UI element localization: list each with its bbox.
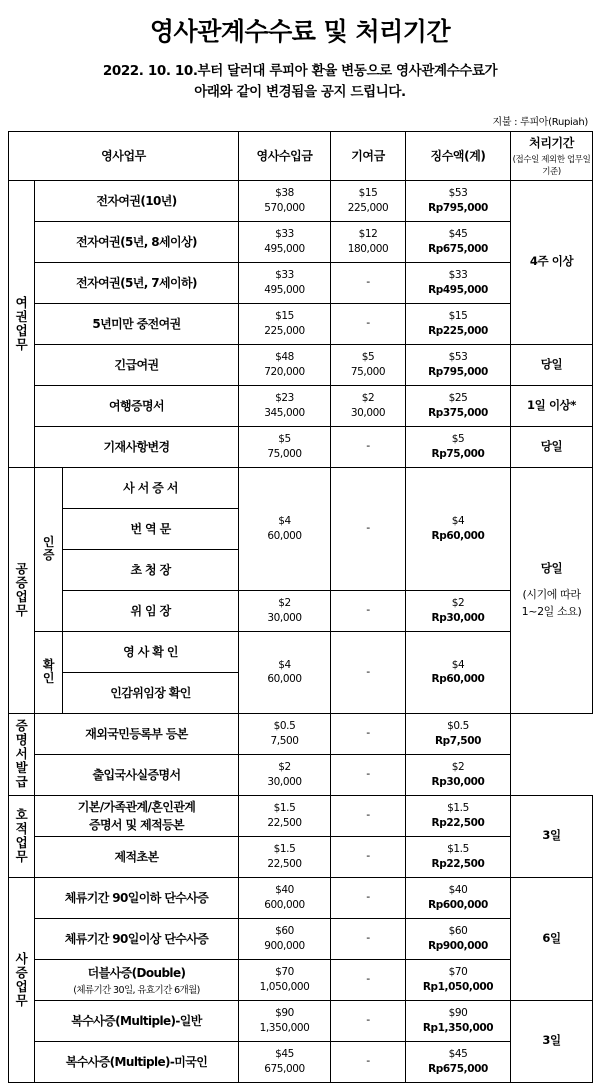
- row-label: 기재사항변경: [35, 426, 239, 467]
- cell-period: 3일: [511, 795, 593, 877]
- table-row: [9, 713, 593, 754]
- cell-period: 당일: [511, 426, 593, 467]
- cell-contribution: -: [331, 713, 406, 754]
- cell-contribution: -: [331, 1000, 406, 1041]
- table-row: [9, 590, 593, 631]
- row-label: 복수사증(Multiple)-미국인: [35, 1041, 239, 1082]
- cell-fee: $2 30,000: [239, 590, 331, 631]
- cell-period: 4주 이상: [511, 180, 593, 344]
- cell-contribution: $5 75,000: [331, 344, 406, 385]
- table-row: [9, 631, 593, 672]
- table-row: [9, 344, 593, 385]
- row-label-note: (체류기간 30일, 유효기간 6개월): [73, 984, 200, 996]
- cell-fee: $4 60,000: [239, 467, 331, 590]
- header-fee: 영사수입금: [239, 131, 331, 180]
- row-label: 5년미만 중전여권: [35, 303, 239, 344]
- cell-contribution: -: [331, 631, 406, 713]
- cell-total: $90 Rp1,350,000: [406, 1000, 511, 1041]
- cell-contribution: -: [331, 467, 406, 590]
- row-label: 체류기간 90일이하 단수사증: [35, 877, 239, 918]
- cell-contribution: -: [331, 836, 406, 877]
- cell-fee: $5 75,000: [239, 426, 331, 467]
- table-row: [9, 754, 593, 795]
- subtitle-line-2: 아래와 같이 변경됨을 공지 드립니다.: [194, 83, 406, 100]
- table-row: [9, 180, 593, 221]
- table-row: [9, 221, 593, 262]
- cell-total: $15 Rp225,000: [406, 303, 511, 344]
- table-row: [9, 1000, 593, 1041]
- page-subtitle: [30, 61, 570, 103]
- cell-fee: $23 345,000: [239, 385, 331, 426]
- cell-contribution: -: [331, 959, 406, 1000]
- cell-contribution: -: [331, 303, 406, 344]
- period-note-2: 1~2일 소요): [521, 604, 582, 618]
- subtitle-line-1: 2022. 10. 10.부터 달러대 루피아 환율 변동으로 영사관계수수료가: [102, 62, 498, 79]
- group-label-certificates: 증 명 서 발 급: [9, 713, 35, 795]
- cell-fee: $4 60,000: [239, 631, 331, 713]
- row-label: [35, 959, 239, 1000]
- cell-fee: $70 1,050,000: [239, 959, 331, 1000]
- row-label: 영 사 확 인: [63, 631, 239, 672]
- table-row: [9, 877, 593, 918]
- table-header-row: [9, 131, 593, 180]
- row-label: 출입국사실증명서: [35, 754, 239, 795]
- row-label: 인감위임장 확인: [63, 672, 239, 713]
- row-label: 재외국민등록부 등본: [35, 713, 239, 754]
- table-row: [9, 1041, 593, 1082]
- period-note-1: (시기에 따라: [522, 588, 581, 602]
- cell-fee: $45 675,000: [239, 1041, 331, 1082]
- cell-fee: $60 900,000: [239, 918, 331, 959]
- row-label-main: 더블사증(Double): [87, 965, 186, 980]
- table-row: [9, 426, 593, 467]
- cell-contribution: -: [331, 795, 406, 836]
- cell-total: $1.5 Rp22,500: [406, 836, 511, 877]
- row-label: 전자여권(10년): [35, 180, 239, 221]
- period-main: 당일: [540, 560, 563, 575]
- group-label-notary: 공 증 업 무: [9, 467, 35, 713]
- fee-table: [8, 131, 593, 1083]
- cell-contribution: -: [331, 590, 406, 631]
- group-label-passport: 여 권 업 무: [9, 180, 35, 467]
- header-period-label: 처리기간: [529, 136, 574, 151]
- cell-fee: $33 495,000: [239, 221, 331, 262]
- cell-total: $45 Rp675,000: [406, 1041, 511, 1082]
- cell-fee: $38 570,000: [239, 180, 331, 221]
- cell-period: 6일: [511, 877, 593, 1000]
- cell-contribution: -: [331, 262, 406, 303]
- cell-contribution: -: [331, 918, 406, 959]
- cell-contribution: $15 225,000: [331, 180, 406, 221]
- cell-total: $4 Rp60,000: [406, 467, 511, 590]
- table-row: [9, 918, 593, 959]
- row-label: 제적초본: [35, 836, 239, 877]
- cell-contribution: $2 30,000: [331, 385, 406, 426]
- row-label: 여행증명서: [35, 385, 239, 426]
- cell-period: 1일 이상*: [511, 385, 593, 426]
- cell-fee: $33 495,000: [239, 262, 331, 303]
- cell-fee: $1.5 22,500: [239, 836, 331, 877]
- header-period: [511, 131, 593, 180]
- cell-total: $45 Rp675,000: [406, 221, 511, 262]
- row-label: 사 서 증 서: [63, 467, 239, 508]
- group-label-visa: 사 증 업 무: [9, 877, 35, 1082]
- cell-total: $70 Rp1,050,000: [406, 959, 511, 1000]
- row-label: 체류기간 90일이상 단수사증: [35, 918, 239, 959]
- row-label: 긴급여권: [35, 344, 239, 385]
- cell-fee: $1.5 22,500: [239, 795, 331, 836]
- cell-total: $5 Rp75,000: [406, 426, 511, 467]
- cell-fee: $2 30,000: [239, 754, 331, 795]
- cell-total: $2 Rp30,000: [406, 590, 511, 631]
- cell-total: $25 Rp375,000: [406, 385, 511, 426]
- cell-fee: $15 225,000: [239, 303, 331, 344]
- cell-total: $53 Rp795,000: [406, 180, 511, 221]
- page-title: 영사관계수수료 및 처리기간: [149, 17, 451, 46]
- cell-contribution: -: [331, 877, 406, 918]
- table-row: [9, 959, 593, 1000]
- cell-contribution: -: [331, 754, 406, 795]
- row-label-line-2: 증명서 및 제적등본: [88, 818, 185, 833]
- header-service: 영사업무: [9, 131, 239, 180]
- cell-fee: $90 1,350,000: [239, 1000, 331, 1041]
- cell-period: 당일: [511, 344, 593, 385]
- header-period-sublabel: (접수일 제외한 업무일 기준): [512, 155, 591, 178]
- cell-total: $2 Rp30,000: [406, 754, 511, 795]
- row-label-line-1: 기본/가족관계/혼인관계: [77, 800, 196, 815]
- row-label: 복수사증(Multiple)-일반: [35, 1000, 239, 1041]
- row-label: 위 임 장: [63, 590, 239, 631]
- currency-note: 지불 : 루피아(Rupiah): [492, 116, 588, 128]
- table-row: [9, 795, 593, 836]
- cell-total: $40 Rp600,000: [406, 877, 511, 918]
- row-label: [35, 795, 239, 836]
- cell-total: $1.5 Rp22,500: [406, 795, 511, 836]
- group-label-family-registry: 호 적 업 무: [9, 795, 35, 877]
- cell-contribution: $12 180,000: [331, 221, 406, 262]
- table-row: [9, 467, 593, 508]
- cell-contribution: -: [331, 426, 406, 467]
- table-row: [9, 262, 593, 303]
- row-label: 전자여권(5년, 8세이상): [35, 221, 239, 262]
- table-row: [9, 303, 593, 344]
- row-label: 전자여권(5년, 7세이하): [35, 262, 239, 303]
- cell-total: $53 Rp795,000: [406, 344, 511, 385]
- cell-fee: $0.5 7,500: [239, 713, 331, 754]
- cell-period: [511, 467, 593, 713]
- subgroup-label-verification: 확 인: [35, 631, 63, 713]
- cell-total: $33 Rp495,000: [406, 262, 511, 303]
- row-label: 번 역 문: [63, 508, 239, 549]
- cell-period: 3일: [511, 1000, 593, 1082]
- table-row: [9, 385, 593, 426]
- cell-total: $60 Rp900,000: [406, 918, 511, 959]
- cell-total: $4 Rp60,000: [406, 631, 511, 713]
- cell-fee: $48 720,000: [239, 344, 331, 385]
- subgroup-label-certification: 인 증: [35, 467, 63, 631]
- header-contribution: 기여금: [331, 131, 406, 180]
- cell-fee: $40 600,000: [239, 877, 331, 918]
- header-total: 징수액(계): [406, 131, 511, 180]
- cell-total: $0.5 Rp7,500: [406, 713, 511, 754]
- table-row: [9, 836, 593, 877]
- row-label: 초 청 장: [63, 549, 239, 590]
- cell-contribution: -: [331, 1041, 406, 1082]
